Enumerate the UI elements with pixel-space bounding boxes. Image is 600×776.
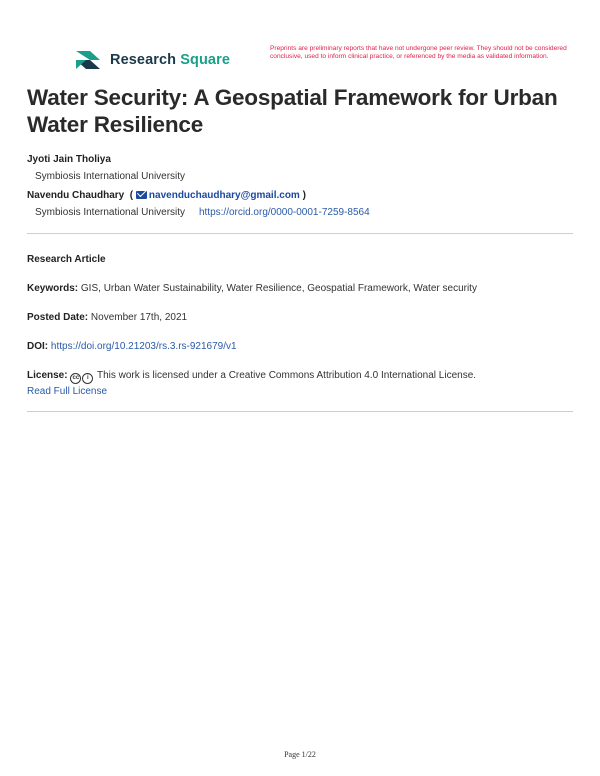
divider	[27, 411, 573, 412]
author-email-link[interactable]: navenduchaudhary@gmail.com	[136, 190, 303, 201]
read-license-row	[27, 386, 107, 397]
creative-commons-icon: cc	[70, 373, 81, 384]
research-square-logo[interactable]	[74, 47, 230, 73]
author-affiliation: Symbiosis International University	[35, 171, 186, 182]
preprint-disclaimer: Preprints are preliminary reports that have not undergone peer review. They should not be considered conclusive, used to inform clinical practice, or referenced by the media as validated information.	[270, 45, 567, 60]
license-text: This work is licensed under a Creative Commons Attribution 4.0 International License.	[96, 370, 477, 381]
research-square-logo-icon	[74, 49, 102, 71]
author-name: Navendu Chaudhary	[27, 190, 125, 201]
divider	[27, 233, 573, 234]
doi-link[interactable]: https://doi.org/10.21203/rs.3.rs-921679/v1	[50, 341, 237, 352]
logo-text: Research Square	[110, 52, 230, 68]
license	[27, 370, 476, 384]
license-label: License:	[27, 370, 68, 381]
author-affiliation: Symbiosis International University	[35, 207, 186, 218]
posted-date	[27, 312, 187, 323]
attribution-icon: i	[82, 373, 93, 384]
keywords-value: GIS, Urban Water Sustainability, Water Resilience, Geospatial Framework, Water security	[80, 283, 477, 294]
keywords	[27, 283, 477, 294]
envelope-icon	[136, 191, 147, 199]
article-type: Research Article	[27, 254, 106, 265]
orcid-link[interactable]: https://orcid.org/0000-0001-7259-8564	[198, 207, 370, 218]
posted-date-label: Posted Date:	[27, 312, 89, 323]
doi-label: DOI:	[27, 341, 49, 352]
keywords-label: Keywords:	[27, 283, 79, 294]
page-number: Page 1/22	[284, 750, 316, 759]
author-name: Jyoti Jain Tholiya	[27, 154, 111, 165]
author-affiliation-row	[35, 207, 370, 218]
doi	[27, 341, 237, 352]
corresponding-author: Navendu Chaudhary ( navenduchaudhary@gmail.com )	[27, 190, 306, 201]
read-full-license-link[interactable]: Read Full License	[27, 386, 108, 397]
posted-date-value: November 17th, 2021	[90, 312, 188, 323]
paper-title: Water Security: A Geospatial Framework for Urban Water Resilience	[27, 85, 558, 137]
